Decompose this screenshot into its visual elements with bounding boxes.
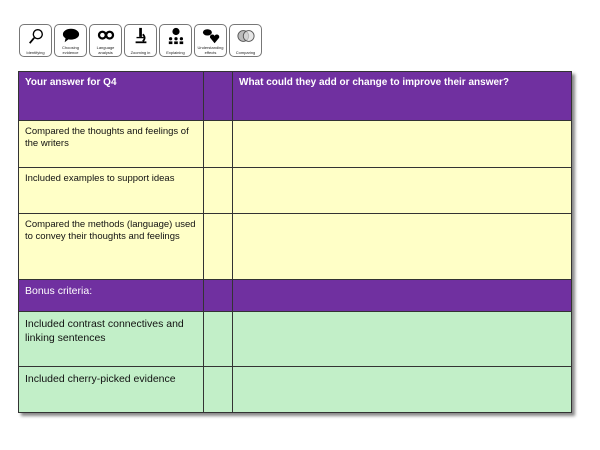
zooming-in-card [124,24,157,57]
improve-cell[interactable] [233,121,572,168]
criterion: Compared the methods (language) used to convey their thoughts and feelings [19,214,204,280]
magnifier-icon [27,27,45,45]
icon-label: Comparing [235,49,256,55]
tick-cell[interactable] [204,214,233,280]
bonus-criterion: Included contrast connectives and linking sentences [19,312,204,367]
brain-heart-icon [202,27,220,45]
icon-label: Identifying [26,49,45,55]
eyes-icon [97,27,115,45]
bonus-criterion: Included cherry-picked evidence [19,367,204,413]
icon-label: Language analysis [96,45,115,55]
speech-bubble-icon [62,27,80,45]
tick-cell[interactable] [204,168,233,214]
header-answer: Your answer for Q4 [19,72,204,121]
icon-label: Choosing evidence [62,45,79,55]
improve-cell[interactable] [233,367,572,413]
criteria-table [18,71,572,413]
explaining-card [159,24,192,57]
icon-label: Understanding effects [197,45,224,55]
understanding-effects-card [194,24,227,57]
tick-cell[interactable] [204,121,233,168]
bonus-blank [204,280,233,312]
people-icon [167,27,185,45]
header-improve: What could they add or change to improve their answer? [233,72,572,121]
icon-label: Zooming in [130,49,151,55]
identifying-card [19,24,52,57]
venn-icon [237,27,255,45]
tick-cell[interactable] [204,312,233,367]
criterion: Compared the thoughts and feelings of the writers [19,121,204,168]
header-blank [204,72,233,121]
improve-cell[interactable] [233,312,572,367]
comparing-card [229,24,262,57]
bonus-heading: Bonus criteria: [19,280,204,312]
improve-cell[interactable] [233,214,572,280]
choosing-evidence-card [54,24,87,57]
tick-cell[interactable] [204,367,233,413]
language-analysis-card [89,24,122,57]
icon-label: Explaining [166,49,185,55]
criterion: Included examples to support ideas [19,168,204,214]
microscope-icon [132,27,150,45]
skills-icon-bar [19,24,262,57]
improve-cell[interactable] [233,168,572,214]
bonus-blank [233,280,572,312]
